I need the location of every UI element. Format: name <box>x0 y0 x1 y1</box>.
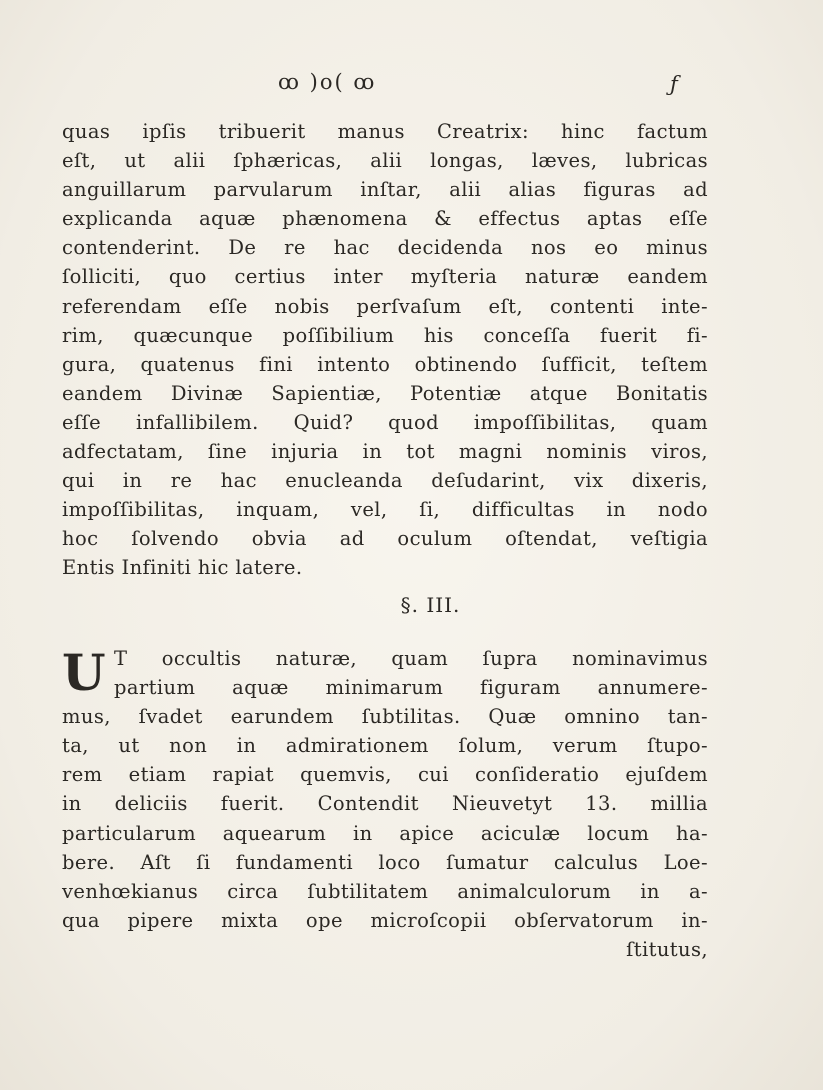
text-line: ſolliciti, quo certius inter myſteria naturæ eandem <box>62 265 708 289</box>
text-line: rim, quæcunque poſſibilium his conceſſa fuerit fi- <box>62 323 708 347</box>
text-line: ſtitutus, <box>626 937 708 961</box>
header-ornament: ꝏ )o( ꝏ <box>278 70 377 94</box>
text-line: partium aquæ minimarum figuram annumere- <box>114 676 708 700</box>
page-header <box>0 70 823 104</box>
page-signature-mark: ƒ <box>670 72 680 96</box>
text-line: bere. Aſt ſi fundamenti loco ſumatur calculus Loe- <box>62 850 708 874</box>
text-line: contenderint. De re hac decidenda nos eo minus <box>62 236 708 260</box>
text-line: ta, ut non in admirationem ſolum, verum ſtupo- <box>62 734 708 758</box>
text-line: quas ipſis tribuerit manus Creatrix: hinc factum <box>62 120 708 143</box>
text-line: eandem Divinæ Sapientiæ, Potentiæ atque Bonitatis <box>62 381 708 405</box>
paragraph-1 <box>62 117 708 583</box>
text-line: venhœkianus circa ſubtilitatem animalculorum in a- <box>62 879 708 903</box>
text-line: particularum aquearum in apice aciculæ locum ha- <box>62 821 708 845</box>
text-line: in deliciis fuerit. Contendit Nieuvetyt 13. millia <box>62 792 708 816</box>
text-line: explicanda aquæ phænomena & effectus aptas eſſe <box>62 207 708 231</box>
text-line: eſſe infallibilem. Quid? quod impoſſibilitas, quam <box>62 410 708 434</box>
text-line: adfectatam, ſine injuria in tot magni nominis viros, <box>62 440 708 464</box>
section-heading: §. III. <box>400 593 461 617</box>
text-line: rem etiam rapiat quemvis, cui conſideratio ejuſdem <box>62 763 708 787</box>
text-line: gura, quatenus fini intento obtinendo ſufficit, teſtem <box>62 352 708 376</box>
text-line: hoc ſolvendo obvia ad oculum oſtendat, veſtigia <box>62 527 708 551</box>
text-line: mus, ſvadet earundem ſubtilitas. Quæ omnino tan- <box>62 705 708 729</box>
text-line: Entis Infiniti hic latere. <box>62 556 303 580</box>
drop-cap: U <box>62 643 106 702</box>
text-line: eſt, ut alii ſphæricas, alii longas, læves, lubricas <box>62 149 708 173</box>
text-line: referendam eſſe nobis perſvaſum eſt, contenti inte- <box>62 294 708 318</box>
text-line: anguillarum parvularum inſtar, alii alias figuras ad <box>62 178 708 202</box>
text-line: qua pipere mixta ope microſcopii obſervatorum in- <box>62 908 708 932</box>
text-line: impoſſibilitas, inquam, vel, ſi, difficultas in nodo <box>62 498 708 522</box>
paragraph-2 <box>62 644 708 964</box>
text-line: qui in re hac enucleanda deſudarint, vix dixeris, <box>62 469 708 493</box>
text-line: T occultis naturæ, quam ſupra nominavimus <box>114 647 708 670</box>
